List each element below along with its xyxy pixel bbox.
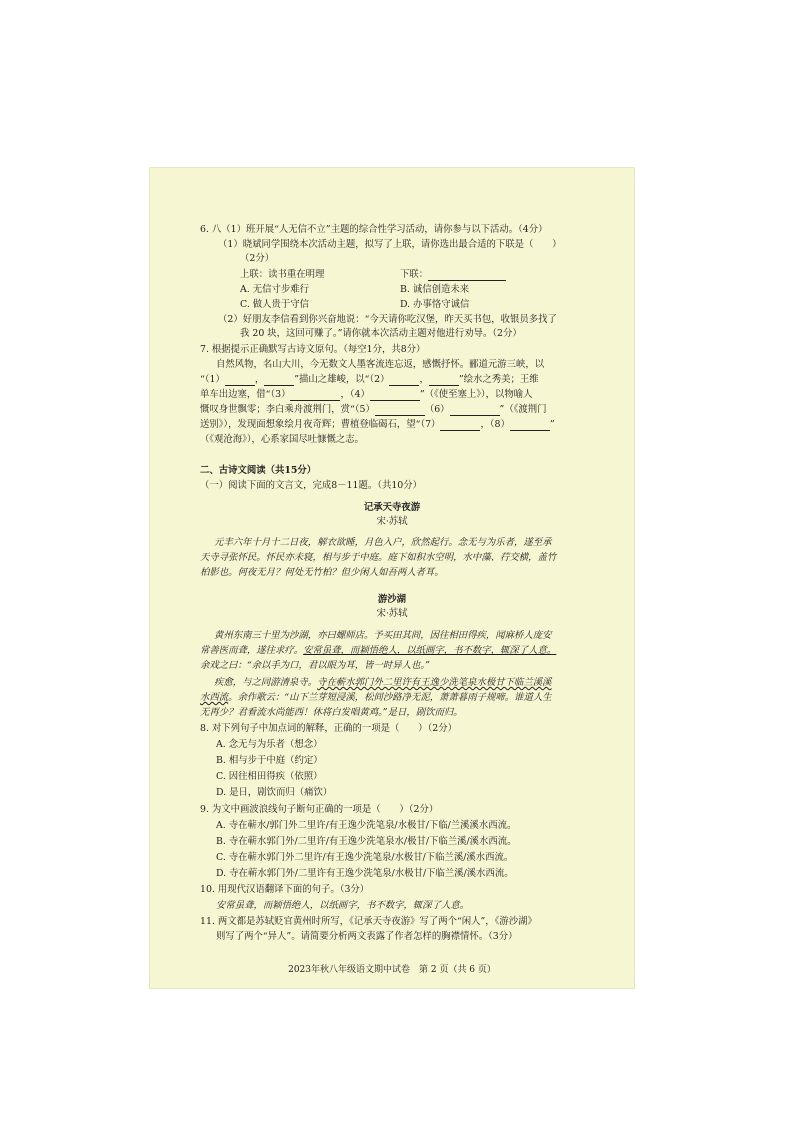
q7-line1: 自然风物，名山大川，今无数文人墨客流连忘返，感慨抒怀。郦道元游三峡，以	[216, 359, 545, 370]
q9-option-d: D. 寺在蕲水郭门外/二里许有王逸少洗笔泉/水极甘/下临兰溪/溪水西流。	[216, 868, 514, 879]
q10-sentence: 安常虽聋，而颖悟绝人，以纸画字，书不数字，辄深了人意。	[216, 900, 470, 911]
section2-subtitle: （一）阅读下面的文言文，完成8－11题。（共10分）	[200, 480, 423, 491]
text1-line3: 柏影也。何夜无月？何处无竹柏？但少闲人如吾两人者耳。	[200, 567, 444, 578]
text2-title: 游沙湖	[377, 594, 407, 605]
text2-author: 宋·苏轼	[376, 608, 408, 619]
text1-line1: 元丰六年十月十二日夜，解衣欲睡，月色入户，欣然起行。念无与为乐者，遂至承	[214, 537, 552, 548]
q6-sub1: （1）晓斌同学围绕本次活动主题，拟写了上联，请你选出最合适的下联是（ ）	[218, 239, 562, 250]
section2-title: 二、古诗文阅读（共15分）	[200, 465, 317, 476]
q6-shanglian: 上联：读书重在明理	[240, 269, 325, 280]
text2-line1: 黄州东南三十里为沙湖，亦曰螺师店。予买田其间，因往相田得疾，闻麻桥人庞安	[214, 630, 552, 641]
text1-line2: 天寺寻张怀民。怀民亦未寝，相与步于中庭。庭下如积水空明，水中藻、荇交横，盖竹	[200, 552, 557, 563]
q7-line5: 送别》），发现面想象绘月夜奇辉；曹植登临碣石，望“（7） ，（8） ”	[200, 419, 555, 430]
page-footer: 2023年秋八年级语文期中试卷 第 2 页（共 6 页）	[288, 965, 496, 975]
text2-line4: 疾愈，与之同游清泉寺。寺在蕲水郭门外二里许有王逸少洗笔泉水极甘下临兰溪溪	[214, 677, 552, 688]
q8-stem: 8. 对下列句子中加点词的解释，正确的一项是（ ）（2分）	[200, 723, 457, 734]
q6-sub2-line1: （2）好朋友李信看到你兴奋地说：“今天请你吃汉堡，昨天买书包，收银员多找了	[218, 314, 557, 325]
q8-option-b: B. 相与步于中庭（约定）	[216, 755, 323, 766]
q11-line1: 11. 两文都是苏轼贬官黄州时所写，《记承天寺夜游》写了两个“闲人”，《游沙湖》	[200, 916, 537, 927]
text2-line2: 常善医而聋，遂往求疗。安常虽聋，而颖悟绝人，以纸画字，书不数字，辄深了人意。	[200, 645, 557, 656]
q6-option-b: B. 诚信创造未来	[400, 284, 470, 295]
text2-underlined-sentence: 安常虽聋，而颖悟绝人，以纸画字，书不数字，辄深了人意。	[303, 645, 557, 656]
q6-option-d: D. 办事恪守诚信	[400, 299, 470, 310]
text1-author: 宋·苏轼	[376, 516, 408, 527]
q6-option-a: A. 无信寸步难行	[240, 284, 309, 295]
q9-option-b: B. 寺在蕲水郭门外/二里许/有王逸少洗笔泉水/极甘/下临兰溪/溪水西流。	[216, 836, 517, 847]
text2-line5: 水西流。余作歌云：“山下兰芽短浸溪，松间沙路净无泥，萧萧暮雨子规啼。谁道人生	[200, 692, 552, 703]
q6-xialian: 下联：	[400, 269, 506, 281]
text2-line3: 余戏之曰：“余以手为口，君以眼为耳，皆一时异人也。”	[200, 660, 430, 671]
q6-option-c: C. 做人贵于守信	[240, 299, 310, 310]
q7-line3: 单车出边塞，借“（3） ，（4） ”（《使至塞上》），以物喻人	[200, 389, 533, 400]
q6-sub1-points: （2分）	[240, 253, 275, 264]
q11-line2: 则写了两个“异人”。请简要分析两文表露了作者怎样的胸襟情怀。（3分）	[216, 931, 518, 942]
q8-option-a: A. 念无与为乐者（想念）	[216, 739, 323, 750]
q9-stem: 9. 为文中画波浪线句子断句正确的一项是（ ）（2分）	[200, 804, 439, 815]
text2-line6: 无再少？君看流水尚能西！休将白发唱黄鸡。”是日，剧饮而归。	[200, 707, 463, 718]
q7-line2: “（1） ， ”描山之雄峻，以“（2） ， ”绘水之秀美；王维	[200, 374, 539, 385]
q7-line6: （《观沧海》），心系家国尽吐慷慨之志。	[200, 434, 365, 445]
q6-stem: 6. 八（1）班开展“人无信不立”主题的综合性学习活动，请你参与以下活动。（4分）	[200, 224, 548, 235]
q8-option-c: C. 因往相田得疾（依照）	[216, 771, 323, 782]
q6-sub2-line2: 我 20 块，这回可赚了。”请你就本次活动主题对他进行劝导。（2分）	[240, 328, 522, 339]
exam-page	[150, 168, 634, 988]
text2-wavy-sentence: 寺在蕲水郭门外二里许有王逸少洗笔泉水极甘下临兰溪溪	[317, 677, 552, 688]
q9-option-a: A. 寺在蕲水/郭门外二里许/有王逸少洗笔泉/水极甘/下临/兰溪溪水西流。	[216, 820, 517, 831]
q8-option-d: D. 是日，剧饮而归（痛饮）	[216, 787, 333, 798]
text1-title: 记承天寺夜游	[363, 502, 421, 513]
q9-option-c: C. 寺在蕲水郭门外二里许/有王逸少洗笔泉/水极甘/下临兰溪/溪水西流。	[216, 852, 514, 863]
q10-stem: 10. 用现代汉语翻译下面的句子。（3分）	[200, 884, 370, 895]
q7-line4: 慨叹身世飘零；李白乘舟渡荆门，赏“（5） （6） ”（《渡荆门	[200, 404, 547, 415]
q7-stem: 7. 根据提示正确默写古诗文原句。（每空1分，共8分）	[200, 344, 426, 355]
